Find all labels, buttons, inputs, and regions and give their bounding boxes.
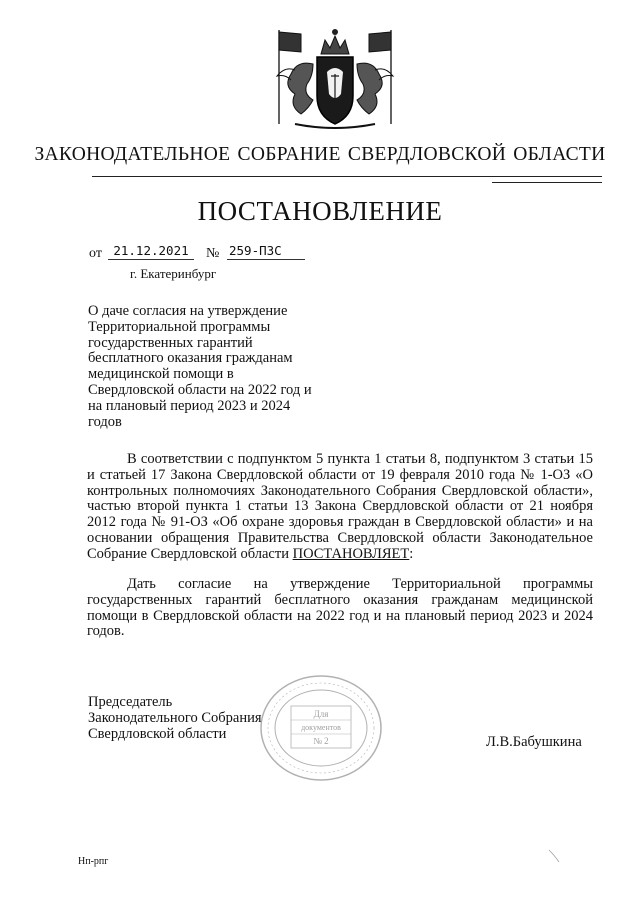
decision-paragraph: Дать согласие на утверждение Территориальной программы государственных гарантий бесплатного оказания гражданам медицинской помощи в Свердловской области на 2022 год и на плановый период 2023 и 2024 годов. (87, 576, 593, 640)
preamble-paragraph (87, 452, 593, 563)
signatory-name: Л.В.Бабушкина (486, 734, 582, 750)
preamble-text: В соответствии с подпунктом 5 пункта 1 статьи 8, подпунктом 3 статьи 15 и статьей 17 Закона Свердловской области от 19 февраля 2010 года № 1-ОЗ «О контрольных полномочиях Законодательного Собрания Свердловской области», частью второй пункта 1 статьи 13 Закона Свердловской области от 21 ноября 2012 года № 91-ОЗ «Об охране здоровья граждан в Свердловской области» и на основании обращения Правительства Свердловской области Законодательное Собрание Свердловской области (87, 451, 593, 562)
signatory-title-line-2: Законодательного Собрания (88, 710, 262, 726)
header-rule-short (492, 182, 602, 183)
city-line: г. Екатеринбург (130, 266, 217, 281)
svg-text:№ 2: № 2 (313, 736, 329, 746)
official-round-stamp-icon (255, 672, 387, 784)
document-type-title: ПОСТАНОВЛЕНИЕ (197, 196, 443, 226)
signatory-title-line-1: Председатель (88, 694, 173, 710)
number-prefix: № (206, 246, 220, 261)
decree-word: ПОСТАНОВЛЯЕТ (292, 545, 410, 562)
organization-name: ЗАКОНОДАТЕЛЬНОЕ СОБРАНИЕ СВЕРДЛОВСКОЙ ОБЛАСТИ (34, 144, 606, 165)
decree-punct: : (409, 545, 414, 562)
document-number: 259-ПЗС (227, 243, 305, 260)
scan-speck-mark (545, 846, 565, 866)
date-prefix: от (89, 246, 102, 261)
sverdlovsk-coat-of-arms-icon (255, 24, 415, 134)
svg-text:документов: документов (301, 723, 341, 732)
svg-text:Для: Для (313, 709, 329, 719)
signatory-title-line-3: Свердловской области (88, 726, 227, 742)
header-rule (92, 176, 602, 177)
document-date: 21.12.2021 (108, 243, 194, 260)
footer-code: Нп-рпг (78, 856, 109, 867)
document-subject: О даче согласия на утверждение Территориальной программы государственных гарантий бесплатного оказания гражданам медицинской помощи в Свердловской области на 2022 год и на плановый период 2023 и 2024 годов (88, 303, 312, 430)
